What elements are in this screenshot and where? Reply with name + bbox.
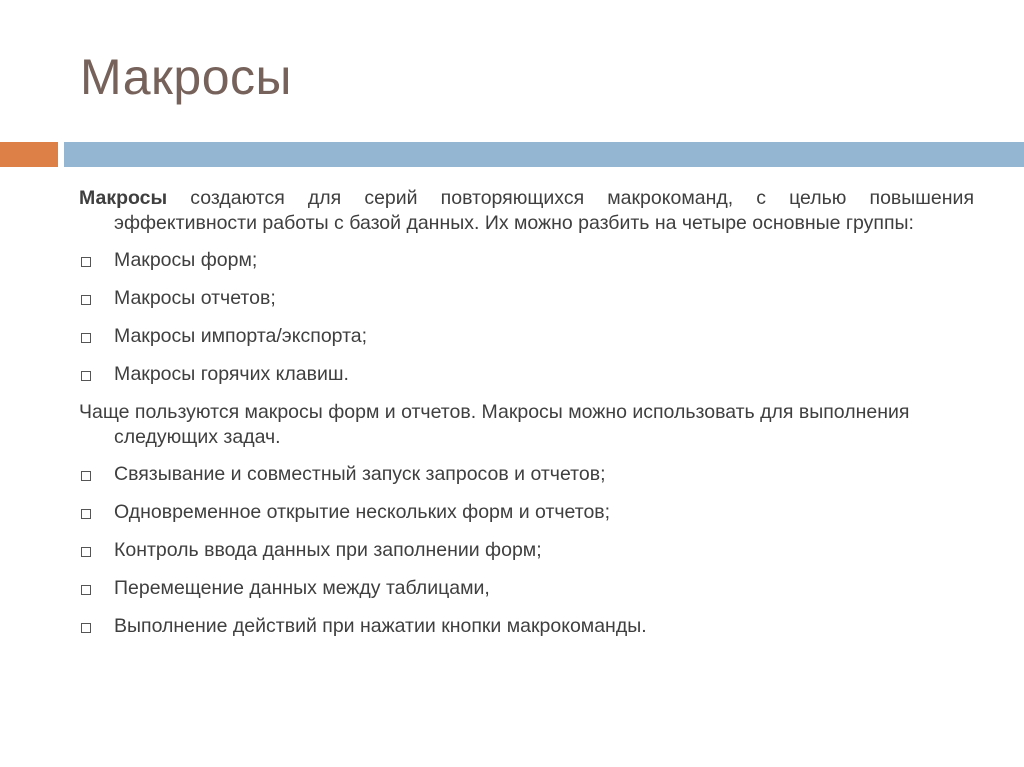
square-bullet-icon (81, 585, 91, 595)
list-item-text: Контроль ввода данных при заполнении форм; (114, 539, 542, 561)
list-item (79, 286, 974, 311)
square-bullet-icon (81, 333, 91, 343)
square-bullet-icon (81, 295, 91, 305)
list-item-text: Макросы отчетов; (114, 287, 276, 309)
list-item (79, 324, 974, 349)
accent-bar-blue (64, 142, 1024, 167)
square-bullet-icon (81, 547, 91, 557)
list-item (79, 462, 974, 487)
intro-paragraph (79, 186, 974, 236)
intro-bold: Макросы (79, 187, 168, 209)
square-bullet-icon (81, 509, 91, 519)
square-bullet-icon (81, 257, 91, 267)
accent-bar-orange (0, 142, 58, 167)
list-item (79, 538, 974, 563)
square-bullet-icon (81, 471, 91, 481)
square-bullet-icon (81, 623, 91, 633)
list-item (79, 576, 974, 601)
list-item-text: Связывание и совместный запуск запросов и отчетов; (114, 463, 606, 485)
list-item-text: Макросы форм; (114, 249, 258, 271)
list-item-text: Выполнение действий при нажатии кнопки макрокоманды. (114, 615, 647, 637)
slide-body (79, 186, 974, 652)
list-item-text: Макросы горячих клавиш. (114, 363, 349, 385)
list-item-text: Одновременное открытие нескольких форм и отчетов; (114, 501, 611, 523)
slide-title: Макросы (80, 49, 292, 105)
square-bullet-icon (81, 371, 91, 381)
list-item (79, 248, 974, 273)
intro-text: создаются для серий повторяющихся макрокоманд, с целью повышения эффективности работы с базой данных. Их можно разбить на четыре основные группы: (114, 187, 974, 234)
list-item (79, 362, 974, 387)
middle-paragraph: Чаще пользуются макросы форм и отчетов. Макросы можно использовать для выполнения следующих задач. (79, 401, 910, 448)
list-item (79, 500, 974, 525)
list-item-text: Макросы импорта/экспорта; (114, 325, 368, 347)
list-item-text: Перемещение данных между таблицами, (114, 577, 490, 599)
list-item (79, 614, 974, 639)
